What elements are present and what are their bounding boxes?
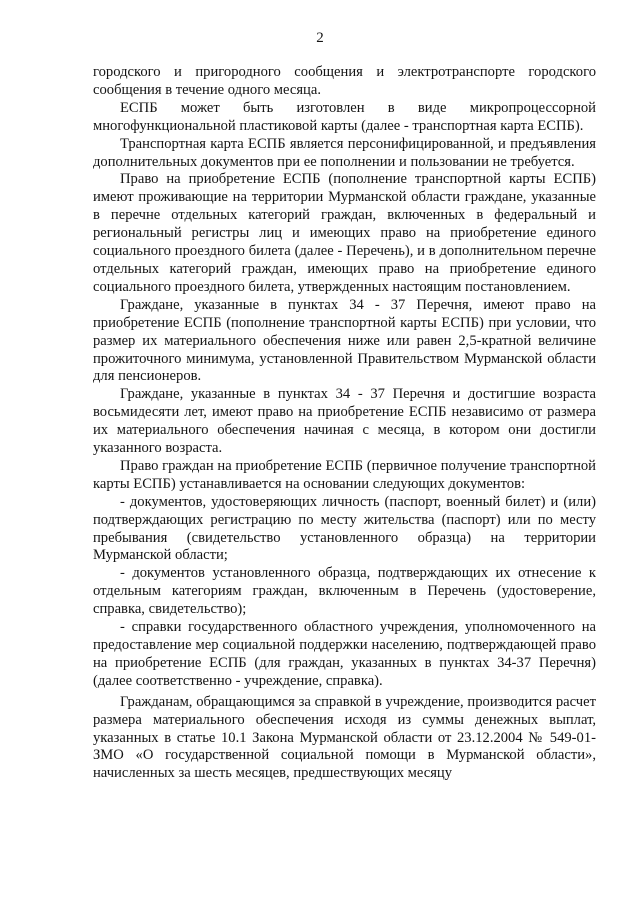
document-body: [93, 64, 596, 783]
paragraph-5: Граждане, указанные в пунктах 34 - 37 Перечня, имеют право на приобретение ЕСПБ (пополнение транспортной карты ЕСПБ) при условии, что размер их материального обеспечения ниже или равен 2,5-кратной величине прожиточного минимума, установленной Правительством Мурманской области для пенсионеров.: [93, 296, 596, 385]
page-number: 2: [316, 30, 324, 46]
paragraph-3: Транспортная карта ЕСПБ является персонифицированной, и предъявления дополнительных документов при ее пополнении и пользовании не требуется.: [93, 135, 596, 170]
paragraph-11: Гражданам, обращающимся за справкой в учреждение, производится расчет размера материального обеспечения исходя из суммы денежных выплат, указанных в статье 10.1 Закона Мурманской области от 23.12.2004 № 549-01-ЗМО «О государственной социальной помощи в Мурманской области», начисленных за шесть месяцев, предшествующих месяцу: [93, 693, 596, 782]
paragraph-4: Право на приобретение ЕСПБ (пополнение транспортной карты ЕСПБ) имеют проживающие на территории Мурманской области граждане, указанные в перечне отдельных категорий граждан, включенных в федеральный и региональный регистры лиц и имеющих право на приобретение единого социального проездного билета (далее - Перечень), и в дополнительном перечне отдельных категорий граждан, имеющих право на приобретение единого социального проездного билета, утвержденных настоящим постановлением.: [93, 171, 596, 295]
paragraph-1: городского и пригородного сообщения и электротранспорте городского сообщения в течение одного месяца.: [93, 64, 596, 98]
paragraph-7: Право граждан на приобретение ЕСПБ (первичное получение транспортной карты ЕСПБ) устанавливается на основании следующих документов:: [93, 457, 596, 492]
document-list-item-2: - документов установленного образца, подтверждающих их отнесение к отдельным категориям граждан, включенным в Перечень (удостоверение, справка, свидетельство);: [93, 565, 596, 618]
document-list-item-1: - документов, удостоверяющих личность (паспорт, военный билет) и (или) подтверждающих регистрацию по месту жительства (паспорт) или по месту пребывания (свидетельство установленного образца) на территории Мурманской области;: [93, 493, 596, 564]
paragraph-6: Граждане, указанные в пунктах 34 - 37 Перечня и достигшие возраста восьмидесяти лет, имеют право на приобретение ЕСПБ независимо от размера их материального обеспечения начиная с месяца, в котором они достигли указанного возраста.: [93, 386, 596, 457]
document-list-item-3: - справки государственного областного учреждения, уполномоченного на предоставление мер социальной поддержки населению, подтверждающей право на приобретение ЕСПБ (для граждан, указанных в пунктах 34-37 Перечня) (далее соответственно - учреждение, справка).: [93, 619, 596, 689]
paragraph-2: ЕСПБ может быть изготовлен в виде микропроцессорной многофункциональной пластиковой карты (далее - транспортная карта ЕСПБ).: [93, 99, 596, 134]
